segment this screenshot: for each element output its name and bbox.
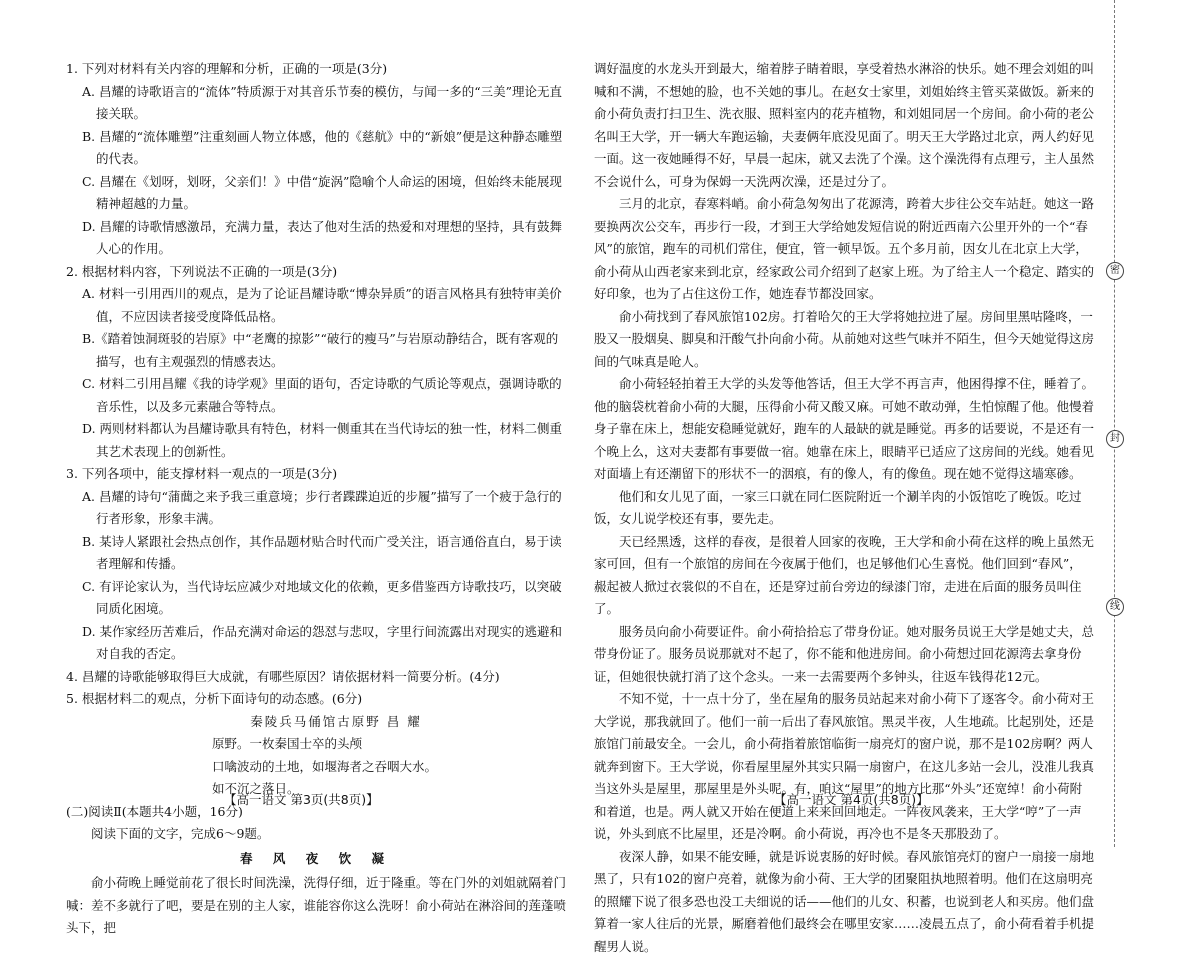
q2-option-b: B.《踏着蚀洞斑驳的岩原》中“老鹰的掠影”“破行的瘦马”与岩原动静结合，既有客观的描写，也有主观强烈的情感表达。 bbox=[82, 328, 566, 373]
story-title: 春 风 夜 饮 凝 bbox=[66, 848, 566, 871]
binding-mark-feng: 封 bbox=[1106, 430, 1124, 448]
poem-title: 秦陵兵马俑馆古原野 昌 耀 bbox=[106, 711, 566, 734]
story-paragraph: 他们和女儿见了面，一家三口就在同仁医院附近一个涮羊肉的小饭馆吃了晚饭。吃过饭，女儿说学校还有事，要先走。 bbox=[594, 486, 1094, 531]
poem-line: 原野。一枚秦国士卒的头颅 bbox=[212, 733, 566, 756]
section-heading: (二)阅读Ⅱ(本题共4小题，16分) bbox=[66, 801, 566, 824]
poem-line: 口噙波动的土地，如堰海者之吞咽大水。 bbox=[212, 756, 566, 779]
reading-instruction: 阅读下面的文字，完成6～9题。 bbox=[66, 823, 566, 846]
page-footer-left: 【高一语文 第3页(共8页)】 bbox=[224, 790, 379, 808]
q3-option-c: C. 有评论家认为，当代诗坛应减少对地域文化的依赖，更多借鉴西方诗歌技巧，以突破同质化困境。 bbox=[82, 576, 566, 621]
page-footer-right: 【高一语文 第4页(共8页)】 bbox=[774, 790, 929, 808]
story-paragraph: 三月的北京，春寒料峭。俞小荷急匆匆出了花源湾，跨着大步往公交车站赶。她这一路要换两次公交车，再步行一段，才到王大学给她发短信说的附近西南六公里开外的一个“春风”的旅馆，跑车的司机们常住，便宜，管一顿早饭。五个多月前，因女儿在北京上大学，俞小荷从山西老家来到北京，经家政公司介绍到了赵家上班。为了给主人一个稳定、踏实的好印象，也为了占住这份工作，她连春节都没回家。 bbox=[594, 193, 1094, 306]
poem-line: 如不沉之落日。 bbox=[212, 778, 566, 801]
binding-mark-xian: 线 bbox=[1106, 598, 1124, 616]
story-paragraph: 夜深人静，如果不能安睡，就是诉说衷肠的好时候。春风旅馆亮灯的窗户一扇接一扇地黑了，只有102的窗户亮着，就像为俞小荷、王大学的团聚阻执地照着明。他们在这扇明亮的照耀下说了很多恐也没工夫细说的话——他们的儿女、积蓄，也说到老人和买房。他们盘算着一家人往后的光景，厮磨着他们最终会在哪里安家……凌晨五点了，俞小荷看着手机提醒男人说。 bbox=[594, 846, 1094, 958]
q1-option-b: B. 昌耀的“流体雕塑”注重刻画人物立体感，他的《慈航》中的“新娘”便是这种静态雕塑的代表。 bbox=[82, 126, 566, 171]
right-page bbox=[594, 58, 1094, 958]
story-paragraph: 俞小荷轻轻拍着王大学的头发等他答话，但王大学不再言声，他困得撑不住，睡着了。他的脑袋枕着俞小荷的大腿，压得俞小荷又酸又麻。可她不敢动弹，生怕惊醒了他。他慢着身子靠在床上，想能安稳睡觉就好，跑车的人最缺的就是睡觉。再多的话要说，不是还有一个晚上么，这对夫妻都有事要做一宿。她靠在床上，眼睛平已适应了这房间的光线。她看见对面墙上有还潮留下的形状不一的洇痕，有的像人，有的像鱼。现在她不觉得这墙寒碜。 bbox=[594, 373, 1094, 486]
story-paragraph: 天已经黑透，这样的春夜，是很着人回家的夜晚，王大学和俞小荷在这样的晚上虽然无家可回，但有一个旅馆的房间在今夜属于他们，也足够他们心生喜悦。他们回到“春风”，赧起被人掀过衣裳似的不自在，还是穿过前台旁边的绿漆门帘，走进在后面的服务员叫住了。 bbox=[594, 531, 1094, 621]
q1-option-a: A. 昌耀的诗歌语言的“流体”特质源于对其音乐节奏的模仿，与闻一多的“三美”理论无直接关联。 bbox=[82, 81, 566, 126]
question-3: 3. 下列各项中，能支撑材料一观点的一项是(3分) bbox=[66, 463, 566, 486]
story-paragraph: 俞小荷晚上睡觉前花了很长时间洗澡，洗得仔细，近于隆重。等在门外的刘姐就隔着门喊：差不多就行了吧，要是在别的主人家，谁能容你这么洗呀！俞小荷站在淋浴间的莲蓬喷头下，把 bbox=[66, 872, 566, 940]
story-paragraph: 调好温度的水龙头开到最大，缩着脖子睛着眼，享受着热水淋浴的快乐。她不理会刘姐的叫喊和不满，不想她的脸，也不关她的事儿。在赵女士家里，刘姐始终主管买菜做饭。新来的俞小荷负责打扫卫生、洗衣服、照料室内的花卉植物，和刘姐同居一个房间。俞小荷的老公名叫王大学，开一辆大车跑运输，夫妻俩年底没见面了。明天王大学路过北京，两人约好见一面。这一夜她睡得不好，早晨一起床，就又去洗了个澡。这个澡洗得有点理亏，主人虽然不会说什么，可身为保姆一天洗两次澡，还是过分了。 bbox=[594, 58, 1094, 193]
story-paragraph: 服务员向俞小荷要证件。俞小荷拾拾忘了带身份证。她对服务员说王大学是她丈夫，总带身份证了。服务员说那就对不起了，你不能和他进房间。俞小荷想过回花源湾去拿身份证，但她很快就打消了这个念头。一来一去需要两个多钟头，往返车钱得花12元。 bbox=[594, 621, 1094, 689]
question-2: 2. 根据材料内容，下列说法不正确的一项是(3分) bbox=[66, 261, 566, 284]
story-paragraph: 不知不觉，十一点十分了，坐在屋角的服务员站起来对俞小荷下了逐客令。俞小荷对王大学说，那我就回了。他们一前一后出了春风旅馆。黑灵半夜，人生地疏。比起别处，还是旅馆门前最安全。一会儿，俞小荷指着旅馆临街一扇亮灯的窗户说，那不是102房啊？两人就奔到窗下。王大学说，你看屋里屋外其实只隔一扇窗户，在这儿多站一会儿，没准儿我真当这外头是屋里，那屋里是外头呢。有，咱这“屋里”的地方比那“外头”还宽绰！俞小荷附和着道，也是。两人就又开始在便道上来来回回地走。一阵夜风袭来，王大学“哼”了一声说，外头到底不比屋里，还是冷啊。俞小荷说，再冷也不是冬天那股劲了。 bbox=[594, 688, 1094, 846]
q3-option-b: B. 某诗人紧跟社会热点创作，其作品题材贴合时代而广受关注，语言通俗直白，易于读者理解和传播。 bbox=[82, 531, 566, 576]
q2-option-c: C. 材料二引用昌耀《我的诗学观》里面的语句，否定诗歌的气质论等观点，强调诗歌的音乐性，以及多元素融合等特点。 bbox=[82, 373, 566, 418]
story-paragraph: 俞小荷找到了春风旅馆102房。打着哈欠的王大学将她拉进了屋。房间里黑咕隆咚，一股又一股烟臭、脚臭和汗酸气扑向俞小荷。从前她对这些气味并不陌生，但今天她觉得这房间的气味真是呛人。 bbox=[594, 306, 1094, 374]
q3-option-d: D. 某作家经历苦难后，作品充满对命运的怨怼与悲叹，字里行间流露出对现实的逃避和对自我的否定。 bbox=[82, 621, 566, 666]
binding-line bbox=[1114, 0, 1115, 847]
question-1: 1. 下列对材料有关内容的理解和分析，正确的一项是(3分) bbox=[66, 58, 566, 81]
question-4: 4. 昌耀的诗歌能够取得巨大成就，有哪些原因？请依据材料一简要分析。(4分) bbox=[66, 666, 566, 689]
binding-mark-mi: 密 bbox=[1106, 262, 1124, 280]
q3-option-a: A. 昌耀的诗句“蒲䕡之来予我三重意境；步行者蹀蹀迫近的步履”描写了一个疲于急行的行者形象，形象丰满。 bbox=[82, 486, 566, 531]
q1-option-c: C. 昌耀在《划呀，划呀，父亲们！》中借“旋涡”隐喻个人命运的困境，但始终未能展现精神超越的力量。 bbox=[82, 171, 566, 216]
q1-option-d: D. 昌耀的诗歌情感激昂，充满力量，表达了他对生活的热爱和对理想的坚持，具有鼓舞人心的作用。 bbox=[82, 216, 566, 261]
question-5: 5. 根据材料二的观点，分析下面诗句的动态感。(6分) bbox=[66, 688, 566, 711]
q2-option-a: A. 材料一引用西川的观点，是为了论证昌耀诗歌“博杂异质”的语言风格具有独特审美价值，不应因读者接受度降低品格。 bbox=[82, 283, 566, 328]
q2-option-d: D. 两则材料都认为昌耀诗歌具有特色，材料一侧重其在当代诗坛的独一性，材料二侧重其艺术表现上的创新性。 bbox=[82, 418, 566, 463]
